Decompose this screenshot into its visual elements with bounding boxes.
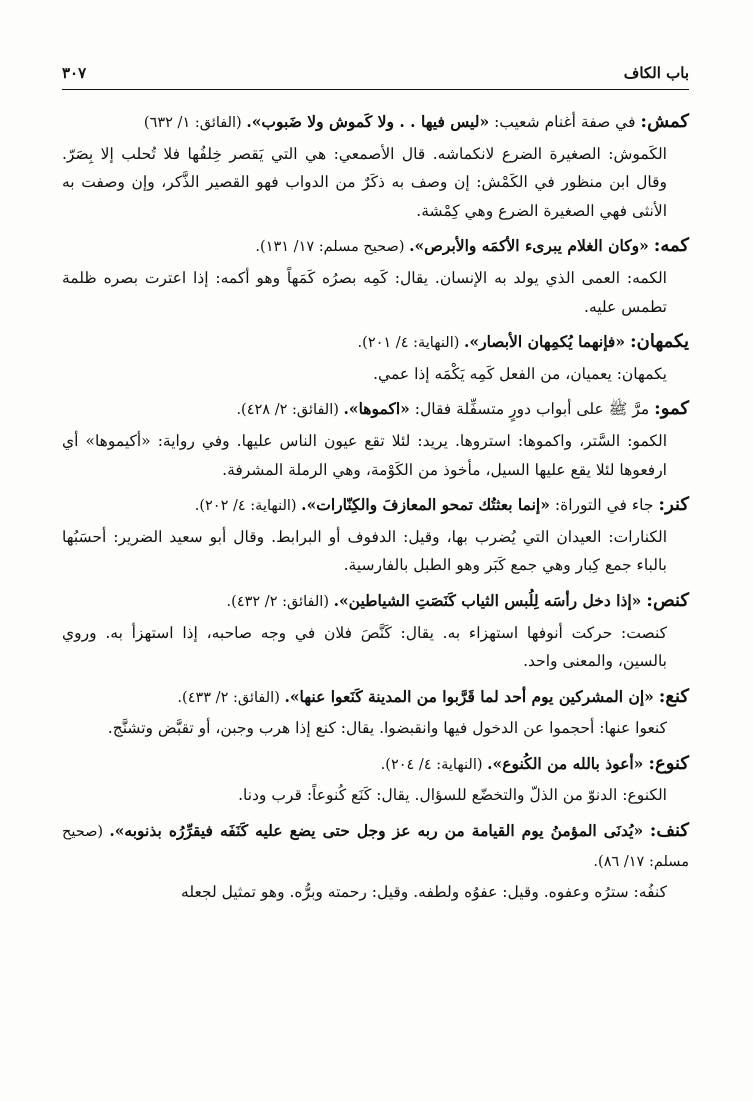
entry-quote: «اكموها». [343,399,410,419]
entry-headword: كنص: [646,589,689,611]
dictionary-entries [62,108,689,907]
entry-quote: «إن المشركين يوم أحد لما قَرَّبوا من المدينة كَنَعوا عنها». [284,686,654,706]
page-number: ٣٠٧ [62,64,87,82]
entry-reference: (النهاية: ٤/ ٢٠٤). [380,756,488,773]
entry-headword: كمو: [654,398,689,420]
entry-quote: «أعوذ بالله من الكُنوع». [487,753,644,773]
entry-definition: الكَموش: الصغيرة الضرع لانكماشه. قال الأصمعي: هي التي يَقصر خِلفُها فلا تُحلب إلا بِصَرّ. وقال ابن منظور في الكَمْش: إن وصف به ذكَرٌ من الدواب فهو القصير الذَّكر، وإن وصفت به الأنثى فهي الصغيرة الضرع وهي كِمْشة. [62,144,667,220]
entry-line [62,491,689,521]
entry-quote: «يُدنَى المؤمنُ يوم القيامة من ربه عز وجل حتى يضع عليه كَنَفَه فيقرِّرُه بذنوبه». [109,821,644,841]
entry-definition: كنفُه: سترُه وعفوه. وقيل: عفوُه ولطفه. وقيل: رحمته وبرُّه. وهو تمثيل لجعله [181,883,667,902]
entry-reference: (النهاية: ٤/ ٢٠١). [357,335,464,352]
entry-definition: الكمو: السَّتر، واكموها: استروها. يريد: لئلا تقع عيون الناس عليها. وفي رواية: «أكيموها» أي ارفعوها لئلا يقع عليها السيل، مأخوذ من الكَوْمة، وهي الرملة المشرفة. [62,431,667,479]
page-header [62,62,689,86]
entry-reference: (الفائق: ٢/ ٤٢٨). [236,402,344,419]
entry-context: جاء في التوراة: [549,496,659,515]
entry-definition: يكمهان: يعميان، من الفعل كَمِه يَكْمَه إذا عمي. [373,364,667,383]
entry-reference: (صحيح مسلم: ١٧/ ١٣١). [255,239,410,256]
entry-headword: كمش: [640,111,689,132]
entry-reference: (الفائق: ٢/ ٤٣٢). [226,593,334,610]
entry-reference: (صحيح مسلم: ١٧/ ٨٦). [62,824,689,870]
entry-quote: «إنما بعثتُك تمحو المعازفَ والكِنّارات». [301,495,550,515]
entry-definition: كنصت: حركت أنوفها استهزاء به. يقال: كَنَّصَ فلان في وجه صاحبه، إذا استهزأ به. وروي بالسين، والمعنى واحد. [62,623,667,671]
entry-definition: الكنارات: العيدان التي يُضرب بها، وقيل: الدفوف أو البرابط. وقال أبو سعيد الضرير: أحسَبُها بالباء جمع كِبار وهي جمع كَبَر وهو الطبل بالفارسية. [62,527,667,575]
entry-line [62,587,689,617]
entry-reference: (الفائق: ٢/ ٤٣٣). [177,689,285,706]
entry-line [62,395,689,425]
entry-context: مرَّ ﷺ على أبواب دورٍ متسفِّلة فقال: [409,400,655,419]
section-title: باب الكاف [623,64,689,82]
entry-headword: كمه: [653,235,689,257]
entry-line [62,817,689,876]
entry-definition: الكنوع: الدنوّ من الذلّ والتخضّع للسؤال. يقال: كَنَع كُنوعاً: قرب ودنا. [238,786,667,805]
entry-headword: كنع: [658,685,689,707]
entry-line [62,108,689,138]
entry-headword: يكمهان: [629,331,689,353]
entry-quote: «وكان الغلام يبرىء الأكمَه والأبرص». [409,236,649,256]
entry-headword: كنر: [658,494,689,516]
entry-line [62,232,689,262]
entry-line [62,328,689,358]
entry-quote: «إذا دخل رأسَه لِلُبس الثياب كَنَصَتِ الشياطين». [333,590,642,610]
entry-quote: «فإنهما يُكمِهان الأبصار». [464,332,626,352]
entry-line [62,683,689,713]
entry-definition: كنعوا عنها: أحجموا عن الدخول فيها وانقبضوا. يقال: كنع إذا هرب وجبن، أو تقبَّض وتشنَّج. [107,719,667,738]
entry-reference: (النهاية: ٤/ ٢٠٢). [194,498,302,515]
entry-context: في صفة أغنام شعيب: [489,113,641,131]
entry-reference: (الفائق: ١/ ٦٣٢) [143,115,247,131]
entry-definition: الكمه: العمى الذي يولد به الإنسان. يقال: كَمِه بصرُه كَمَهاً وهو أكمه: إذا اعترت بصره ظلمة تطمس عليه. [62,268,667,316]
entry-line [62,750,689,780]
entry-headword: كنف: [649,820,689,842]
entry-headword: كنوع: [648,752,689,774]
header-rule [62,89,689,90]
entry-quote: «ليس فيها . . ولا كَموش ولا ضَبوب». [246,112,490,131]
